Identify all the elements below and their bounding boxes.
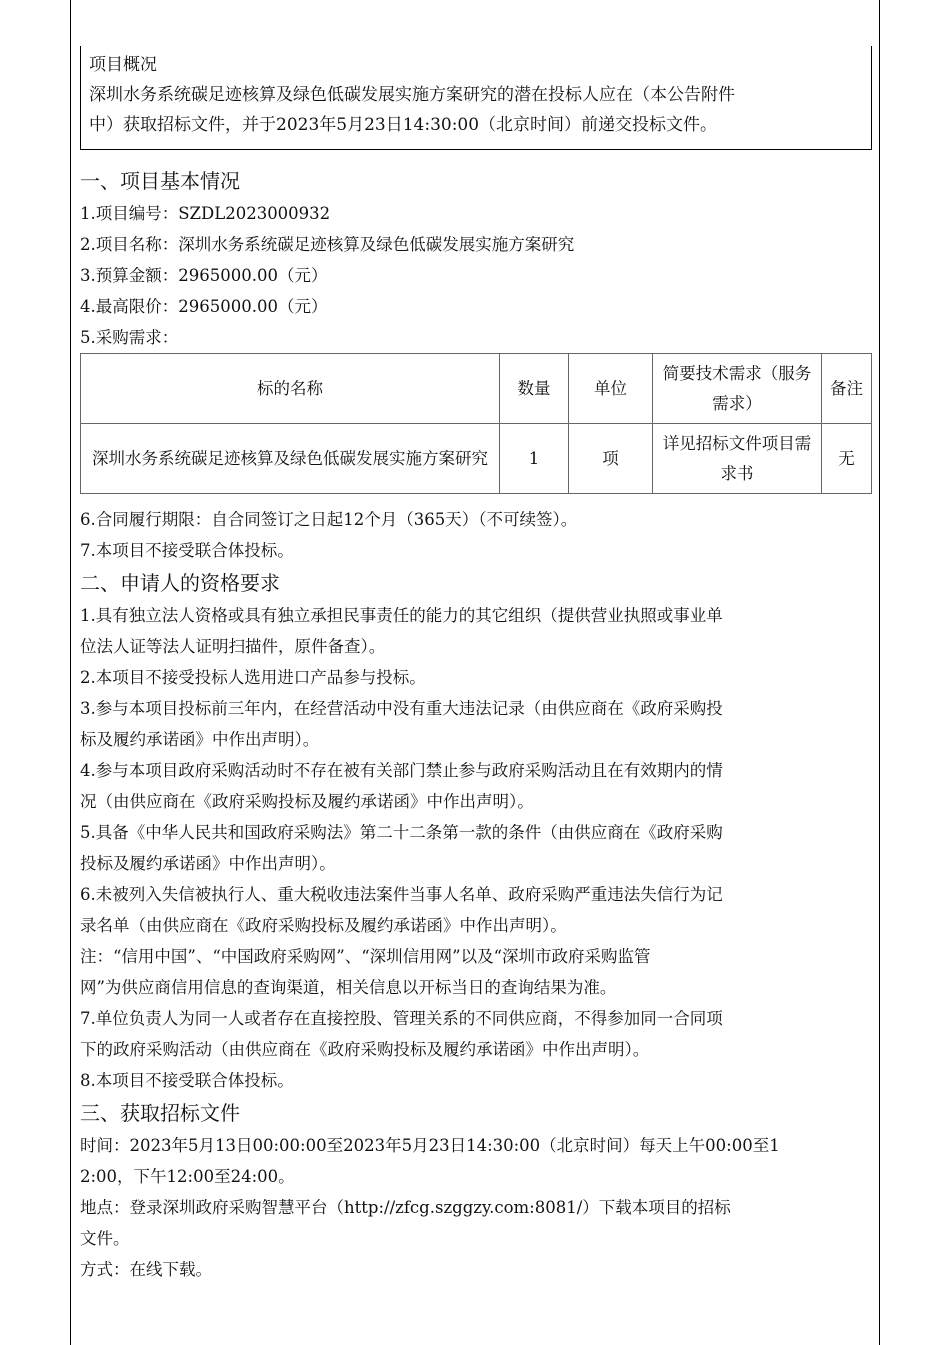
requirement-line: 下的政府采购活动（由供应商在《政府采购投标及履约承诺函》中作出声明）。 [80,1040,650,1059]
project-name: 2.项目名称：深圳水务系统碳足迹核算及绿色低碳发展实施方案研究 [80,235,575,254]
table-header: 单位 [569,354,653,424]
section-heading: 三、获取招标文件 [80,1101,240,1125]
requirement-line: 标及履约承诺函》中作出声明）。 [80,730,320,749]
requirement-line: 2.本项目不接受投标人选用进口产品参与投标。 [80,668,426,687]
requirement-line: 4.参与本项目政府采购活动时不存在被有关部门禁止参与政府采购活动且在有效期内的情 [80,761,723,780]
requirement-line: 7.单位负责人为同一人或者存在直接控股、管理关系的不同供应商，不得参加同一合同项 [80,1009,723,1028]
table-cell: 详见招标文件项目需求书 [653,424,822,494]
requirement-line: 3.参与本项目投标前三年内，在经营活动中没有重大违法记录（由供应商在《政府采购投 [80,699,723,718]
project-number: 1.项目编号：SZDL2023000932 [80,204,331,223]
document-body [80,164,872,1285]
consortium-note: 7.本项目不接受联合体投标。 [80,541,294,560]
requirement-line: 注：“信用中国”、“中国政府采购网”、“深圳信用网”以及“深圳市政府采购监管 [80,947,651,966]
table-header: 备注 [822,354,872,424]
table-cell: 无 [822,424,872,494]
table-row [81,424,872,494]
table-cell: 1 [500,424,569,494]
overview-title: 项目概况 [89,55,157,75]
table-header: 简要技术需求（服务需求） [653,354,822,424]
requirement-line: 6.未被列入失信被执行人、重大税收违法案件当事人名单、政府采购严重违法失信行为记 [80,885,723,904]
table-header-row [81,354,872,424]
table-cell: 项 [569,424,653,494]
overview-line: 中）获取招标文件，并于2023年5月23日14:30:00（北京时间）前递交投标文件。 [89,115,718,135]
requirement-line: 投标及履约承诺函》中作出声明）。 [80,854,336,873]
requirements-table [80,353,872,494]
overview-line: 深圳水务系统碳足迹核算及绿色低碳发展实施方案研究的潜在投标人应在（本公告附件 [89,85,735,105]
acquisition-time-cont: 2:00，下午12:00至24:00。 [80,1167,295,1186]
acquisition-location: 地点：登录深圳政府采购智慧平台（http://zfcg.szggzy.com:8081/）下载本项目的招标 [80,1198,731,1217]
procurement-needs-label: 5.采购需求： [80,328,179,347]
acquisition-location-cont: 文件。 [80,1229,130,1248]
requirement-line: 5.具备《中华人民共和国政府采购法》第二十二条第一款的条件（由供应商在《政府采购 [80,823,723,842]
table-header: 数量 [500,354,569,424]
acquisition-method: 方式：在线下载。 [80,1260,212,1279]
requirement-line: 1.具有独立法人资格或具有独立承担民事责任的能力的其它组织（提供营业执照或事业单 [80,606,723,625]
requirement-line: 网”为供应商信用信息的查询渠道，相关信息以开标当日的查询结果为准。 [80,978,617,997]
requirement-line: 8.本项目不接受联合体投标。 [80,1071,294,1090]
section-heading: 一、项目基本情况 [80,169,240,193]
table-header: 标的名称 [81,354,500,424]
table-cell: 深圳水务系统碳足迹核算及绿色低碳发展实施方案研究 [81,424,500,494]
section-heading: 二、申请人的资格要求 [80,571,280,595]
contract-period: 6.合同履行期限：自合同签订之日起12个月（365天）（不可续签）。 [80,510,578,529]
overview-box [80,46,872,150]
acquisition-time: 时间：2023年5月13日00:00:00至2023年5月23日14:30:00（北京时间）每天上午00:00至1 [80,1136,780,1155]
requirement-line: 况（由供应商在《政府采购投标及履约承诺函》中作出声明）。 [80,792,534,811]
requirement-line: 位法人证等法人证明扫描件，原件备查）。 [80,637,386,656]
requirement-line: 录名单（由供应商在《政府采购投标及履约承诺函》中作出声明）。 [80,916,567,935]
max-price: 4.最高限价：2965000.00（元） [80,297,328,316]
budget-amount: 3.预算金额：2965000.00（元） [80,266,328,285]
